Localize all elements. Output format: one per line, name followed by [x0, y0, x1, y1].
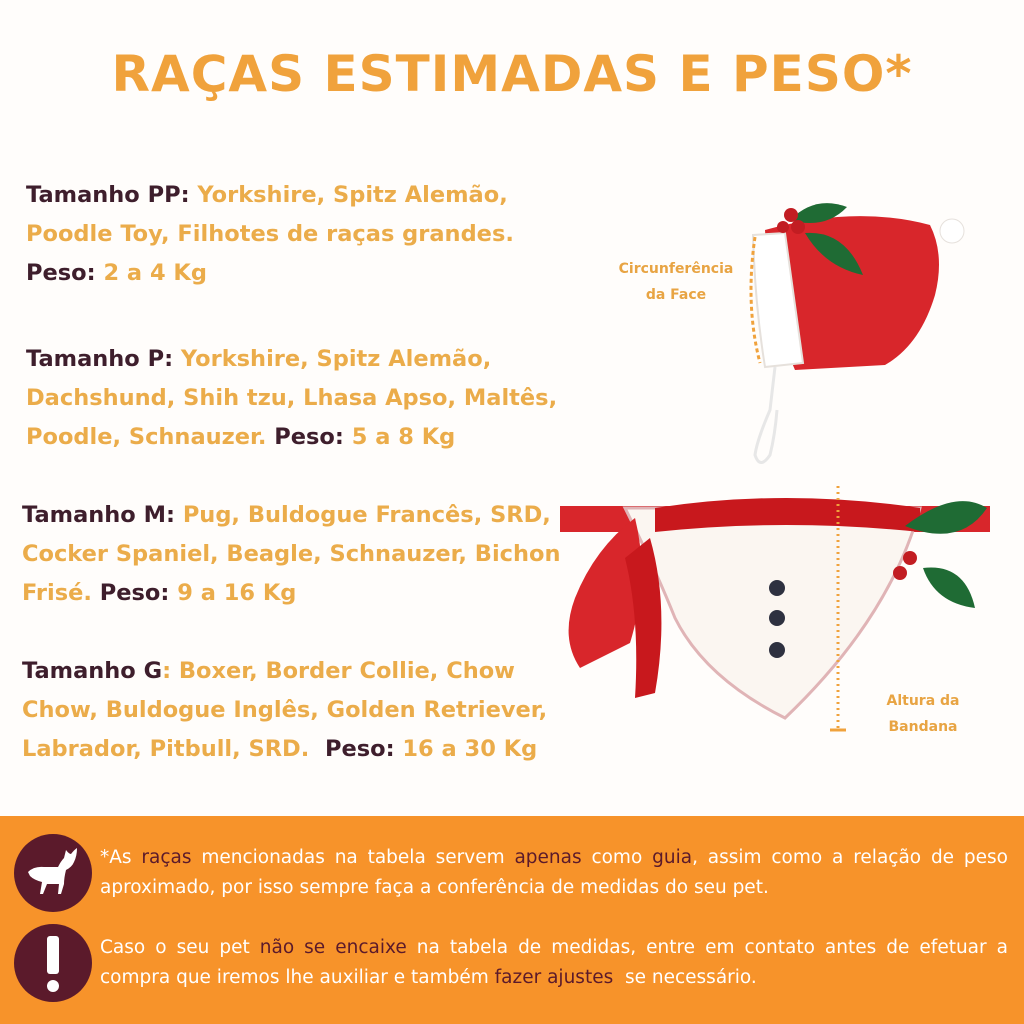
- breeds-text: Frisé.: [22, 580, 92, 606]
- note-contact: [100, 933, 1008, 993]
- size-sep: :: [165, 502, 175, 528]
- size-label: Tamanho P: [26, 346, 165, 372]
- exclamation-icon: [14, 924, 92, 1002]
- size-g-block: [22, 652, 582, 769]
- size-p-block: [26, 340, 586, 457]
- size-label: Tamanho G: [22, 658, 163, 684]
- weight-label: Peso:: [91, 580, 170, 606]
- note-text: *As: [100, 847, 142, 868]
- annotation-text: da Face: [645, 287, 707, 303]
- size-m-block: [22, 496, 582, 613]
- note-text: se necessário.: [613, 967, 757, 988]
- footer-notes: [0, 816, 1024, 1024]
- note-text: na tabela de medidas, entre em contato antes de efetuar a compra que iremos lhe auxiliar e também: [100, 937, 1008, 988]
- note-text: Caso o seu pet: [100, 937, 260, 958]
- breeds-text: Yorkshire, Spitz Alemão,: [189, 182, 508, 208]
- face-annotation: [612, 256, 740, 308]
- note-breeds: [100, 843, 1008, 903]
- note-text: como: [581, 847, 653, 868]
- annotation-text: Altura da: [886, 693, 960, 709]
- dog-icon: [14, 834, 92, 912]
- size-sep: :: [180, 182, 190, 208]
- weight-value: 9 a 16 Kg: [169, 580, 297, 606]
- weight-value: 5 a 8 Kg: [343, 424, 456, 450]
- size-label: Tamanho M: [22, 502, 166, 528]
- breeds-text: Poodle, Schnauzer.: [26, 424, 267, 450]
- size-pp-block: [26, 176, 586, 293]
- annotation-text: Bandana: [888, 719, 958, 735]
- breeds-text: Labrador, Pitbull, SRD.: [22, 736, 310, 762]
- breeds-text: Yorkshire, Spitz Alemão,: [173, 346, 492, 372]
- size-sep: :: [164, 346, 174, 372]
- note-highlight: guia: [652, 847, 693, 868]
- note-highlight: raças: [141, 847, 192, 868]
- note-text: mencionadas na tabela servem: [191, 847, 515, 868]
- note-highlight: apenas: [514, 847, 582, 868]
- breeds-text: : Boxer, Border Collie, Chow: [162, 658, 515, 684]
- breeds-text: Dachshund, Shih tzu, Lhasa Apso, Maltês,: [26, 385, 558, 411]
- weight-value: 2 a 4 Kg: [95, 260, 207, 286]
- breeds-text: Pug, Buldogue Francês, SRD,: [174, 502, 551, 528]
- bandana-annotation: [868, 688, 978, 740]
- weight-label: Peso:: [266, 424, 344, 450]
- santa-hat-image: [735, 195, 970, 470]
- page-title: RAÇAS ESTIMADAS E PESO*: [111, 45, 913, 103]
- note-highlight: fazer ajustes: [494, 967, 614, 988]
- note-highlight: não se encaixe: [259, 937, 407, 958]
- size-label: Tamanho PP: [26, 182, 181, 208]
- weight-value: 16 a 30 Kg: [394, 736, 538, 762]
- breeds-text: Chow, Buldogue Inglês, Golden Retriever,: [22, 697, 548, 723]
- breeds-text: Cocker Spaniel, Beagle, Schnauzer, Bichon: [22, 541, 561, 567]
- weight-label: Peso:: [26, 260, 96, 286]
- breeds-text: Poodle Toy, Filhotes de raças grandes.: [26, 221, 514, 247]
- annotation-text: Circunferência: [618, 261, 734, 277]
- weight-label: Peso:: [309, 736, 395, 762]
- note-text: , assim como a relação de peso aproximado, por isso sempre faça a conferência de medidas do seu pet.: [100, 847, 1008, 898]
